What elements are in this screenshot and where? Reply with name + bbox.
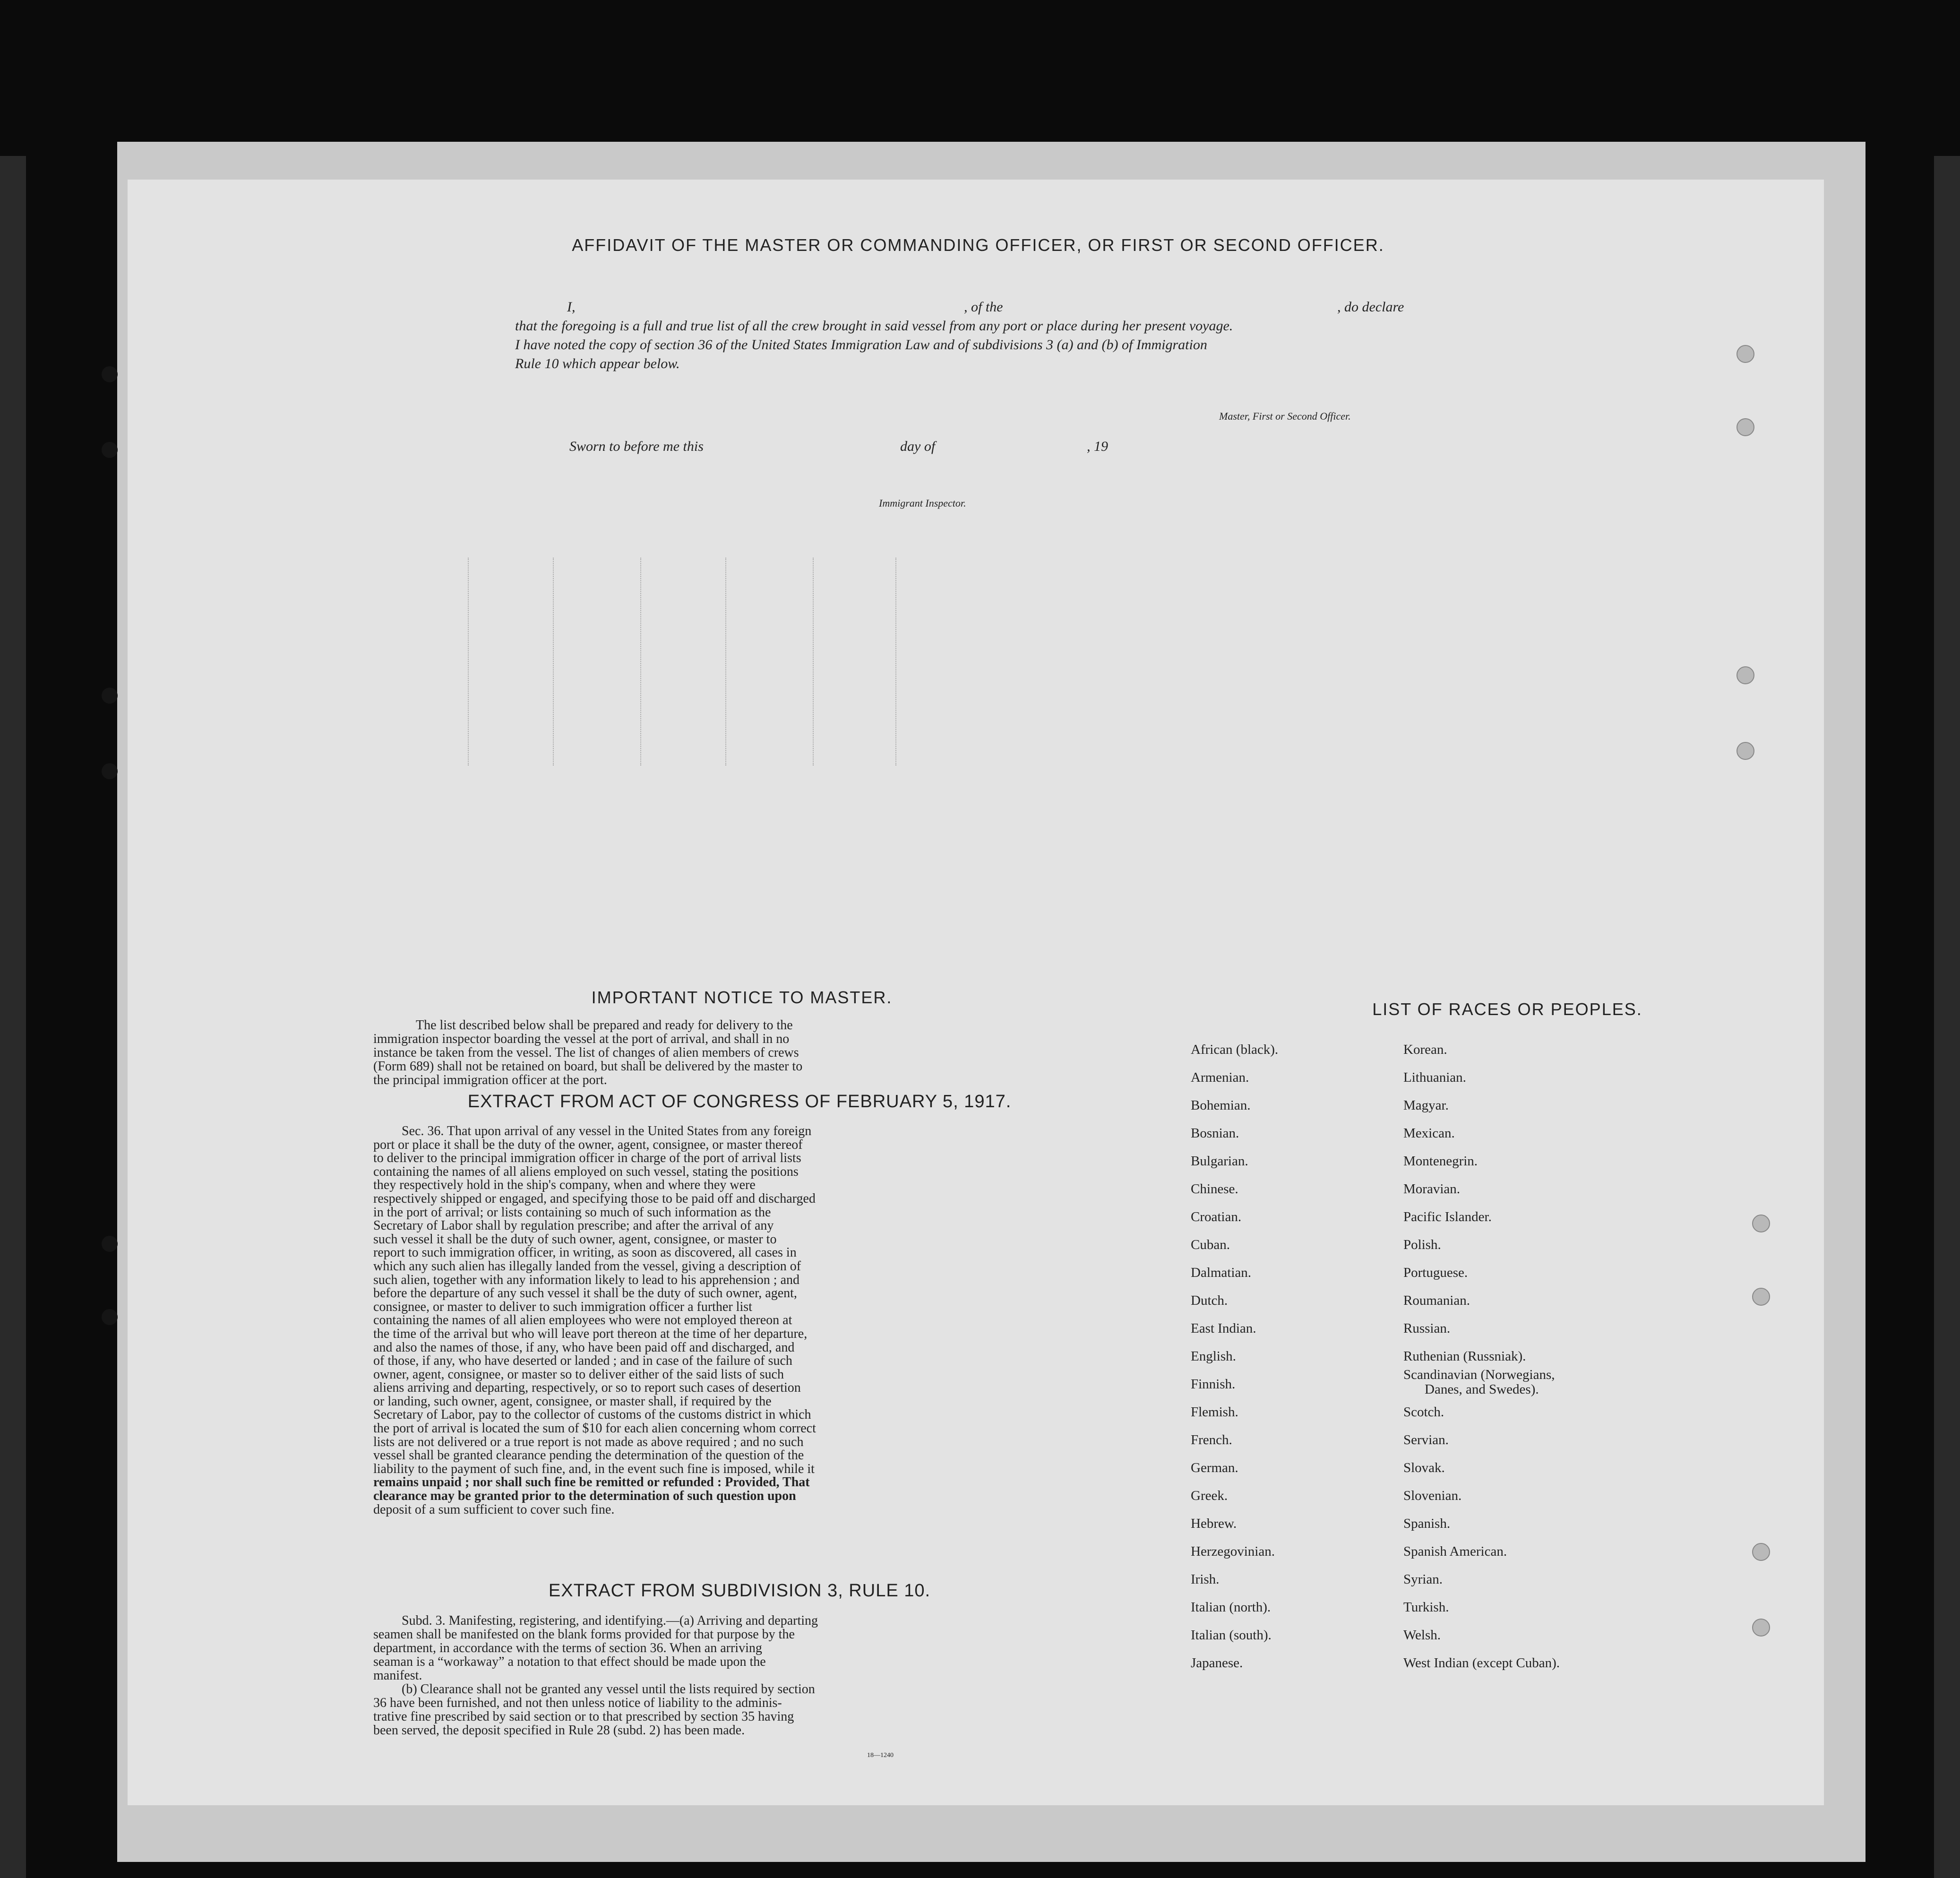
races-title: LIST OF RACES OR PEOPLES.	[1372, 999, 1642, 1019]
faint-column-line	[895, 558, 896, 766]
affidavit-line-4: Rule 10 which appear below.	[515, 356, 680, 371]
act-line: remains unpaid ; nor shall such fine be remitted or refunded : Provided, That	[373, 1475, 810, 1490]
faint-column-line	[553, 558, 554, 766]
act-line: the port of arrival is located the sum of $10 for each alien concerning whom correct	[373, 1421, 816, 1436]
race-item: Flemish.	[1191, 1404, 1238, 1420]
notice-title: IMPORTANT NOTICE TO MASTER.	[591, 988, 893, 1007]
rule-line: manifest.	[373, 1668, 422, 1683]
act-line: Secretary of Labor, pay to the collector of customs of the customs district in which	[373, 1407, 811, 1422]
faint-column-line	[640, 558, 641, 766]
race-item: Russian.	[1403, 1321, 1451, 1336]
act-line: such alien, together with any information likely to lead to his apprehension ; and	[373, 1272, 800, 1287]
race-item: Montenegrin.	[1403, 1154, 1478, 1169]
rule-line: department, in accordance with the terms of section 36. When an arriving	[373, 1641, 762, 1655]
act-line: respectively shipped or engaged, and specifying those to be paid off and discharged	[373, 1191, 816, 1206]
punch-hole-left-2	[102, 442, 118, 458]
punch-hole-right-5	[1752, 1215, 1770, 1232]
affidavit-of-the: , of the	[964, 299, 1003, 315]
affidavit-do-declare: , do declare	[1337, 299, 1404, 315]
punch-hole-right-2	[1736, 418, 1754, 436]
punch-hole-right-1	[1736, 345, 1754, 363]
race-item: East Indian.	[1191, 1321, 1256, 1336]
race-item: Dutch.	[1191, 1293, 1228, 1308]
act-line: lists are not delivered or a true report is not made as above required ; and no such	[373, 1434, 804, 1449]
race-item: Servian.	[1403, 1432, 1449, 1447]
act-line: consignee, or master to deliver to such immigration officer a further list	[373, 1299, 752, 1314]
race-item: Bosnian.	[1191, 1126, 1239, 1141]
race-item: African (black).	[1191, 1042, 1279, 1057]
race-item: Bulgarian.	[1191, 1154, 1248, 1169]
rule-line: seaman is a “workaway” a notation to that effect should be made upon the	[373, 1654, 766, 1669]
race-item: Herzegovinian.	[1191, 1544, 1275, 1559]
race-item: Hebrew.	[1191, 1516, 1237, 1531]
act-line: before the departure of any such vessel it shall be the duty of such owner, agent,	[373, 1286, 797, 1301]
act-line: report to such immigration officer, in writing, as soon as discovered, all cases in	[373, 1245, 797, 1260]
notice-line: instance be taken from the vessel. The list of changes of alien members of crews	[373, 1045, 799, 1060]
notice-text	[373, 1018, 1106, 1087]
act-heading: EXTRACT FROM ACT OF CONGRESS OF FEBRUARY 5, 1917.	[467, 1092, 1012, 1111]
race-item: Slovak.	[1403, 1460, 1445, 1475]
punch-hole-left-3	[102, 688, 118, 704]
day-of-label: day of	[900, 439, 936, 454]
punch-hole-left-1	[102, 366, 118, 382]
act-line: such vessel it shall be the duty of such owner, agent, consignee, or master to	[373, 1232, 777, 1247]
notice-line: the principal immigration officer at the port.	[373, 1073, 607, 1087]
race-item: Polish.	[1403, 1237, 1441, 1252]
race-item: Turkish.	[1403, 1600, 1449, 1615]
act-line: in the port of arrival; or lists containing so much of such information as the	[373, 1205, 771, 1220]
act-line: vessel shall be granted clearance pending the determination of the question of the	[373, 1448, 804, 1463]
document-page	[128, 180, 1824, 1805]
race-item: English.	[1191, 1349, 1236, 1364]
film-strip-right	[1934, 156, 1960, 1878]
act-text	[373, 1125, 1106, 1516]
race-item: Welsh.	[1403, 1628, 1441, 1643]
race-item: Spanish.	[1403, 1516, 1451, 1531]
race-item: Armenian.	[1191, 1070, 1249, 1085]
act-line: Sec. 36. That upon arrival of any vessel in the United States from any foreign	[402, 1124, 812, 1138]
act-line: owner, agent, consignee, or master so to deliver either of the said lists of such	[373, 1367, 784, 1382]
act-line: port or place it shall be the duty of the owner, agent, consignee, or master thereof	[373, 1137, 803, 1152]
race-item: Greek.	[1191, 1488, 1228, 1503]
notice-line: The list described below shall be prepared and ready for delivery to the	[416, 1018, 793, 1033]
act-line: which any such alien has illegally landed from the vessel, giving a description of	[373, 1258, 801, 1274]
race-item: Bohemian.	[1191, 1098, 1251, 1113]
race-item: Finnish.	[1191, 1377, 1236, 1392]
race-item: German.	[1191, 1460, 1238, 1475]
race-item: Spanish American.	[1403, 1544, 1507, 1559]
notice-line: immigration inspector boarding the vessel at the port of arrival, and shall in no	[373, 1032, 790, 1046]
act-line: containing the names of all aliens employed on such vessel, stating the positions	[373, 1164, 799, 1179]
race-item: Slovenian.	[1403, 1488, 1462, 1503]
punch-hole-right-4	[1736, 742, 1754, 760]
act-line: liability to the payment of such fine, and, in the event such fine is imposed, while it	[373, 1461, 815, 1476]
punch-hole-right-6	[1752, 1288, 1770, 1306]
affidavit-i: I,	[567, 299, 576, 315]
rule-heading: EXTRACT FROM SUBDIVISION 3, RULE 10.	[548, 1581, 931, 1601]
act-line: or landing, such owner, agent, consignee, or master shall, if required by the	[373, 1394, 772, 1409]
inspector-label: Immigrant Inspector.	[879, 497, 966, 509]
race-item: Lithuanian.	[1403, 1070, 1466, 1085]
race-item: West Indian (except Cuban).	[1403, 1655, 1560, 1671]
race-item: Scandinavian (Norwegians,	[1403, 1367, 1555, 1382]
race-item: Irish.	[1191, 1572, 1220, 1587]
race-item: Korean.	[1403, 1042, 1447, 1057]
rule-line: seamen shall be manifested on the blank forms provided for that purpose by the	[373, 1627, 795, 1642]
act-line: of those, if any, who have deserted or landed ; and in case of the failure of such	[373, 1353, 792, 1369]
race-item: Italian (north).	[1191, 1600, 1271, 1615]
race-item: Magyar.	[1403, 1098, 1449, 1113]
sworn-label: Sworn to before me this	[569, 439, 704, 454]
act-line: Secretary of Labor shall by regulation prescribe; and after the arrival of any	[373, 1218, 774, 1233]
punch-hole-right-7	[1752, 1543, 1770, 1561]
act-line: containing the names of all alien employees who were not employed thereon at	[373, 1313, 792, 1328]
race-item: Scotch.	[1403, 1404, 1444, 1420]
master-signature-label: Master, First or Second Officer.	[1219, 410, 1351, 422]
act-line: aliens arriving and departing, respectively, or so to report such cases of desertion	[373, 1380, 801, 1396]
act-line: to deliver to the principal immigration officer in charge of the port of arrival lists	[373, 1151, 801, 1166]
film-strip-left	[0, 156, 26, 1878]
act-line: and also the names of those, if any, who have been paid off and discharged, and	[373, 1340, 795, 1355]
punch-hole-left-6	[102, 1309, 118, 1325]
rule-line: Subd. 3. Manifesting, registering, and identifying.—(a) Arriving and departing	[402, 1613, 818, 1628]
act-line: deposit of a sum sufficient to cover such fine.	[373, 1502, 615, 1517]
punch-hole-left-5	[102, 1236, 118, 1252]
punch-hole-left-4	[102, 763, 118, 779]
faint-column-line	[725, 558, 726, 766]
act-line: they respectively hold in the ship's company, when and where they were	[373, 1178, 756, 1193]
race-item: Moravian.	[1403, 1181, 1460, 1197]
race-item: Italian (south).	[1191, 1628, 1272, 1643]
race-item: Japanese.	[1191, 1655, 1243, 1671]
rule-line: trative fine prescribed by said section or to that prescribed by section 35 having	[373, 1709, 794, 1724]
race-item: Pacific Islander.	[1403, 1209, 1492, 1224]
race-item: Dalmatian.	[1191, 1265, 1252, 1280]
race-item: Roumanian.	[1403, 1293, 1470, 1308]
act-line: clearance may be granted prior to the determination of such question upon	[373, 1489, 796, 1504]
punch-hole-right-3	[1736, 666, 1754, 684]
rule-text	[373, 1614, 1106, 1737]
race-item: Mexican.	[1403, 1126, 1455, 1141]
race-item: Chinese.	[1191, 1181, 1238, 1197]
race-item: Syrian.	[1403, 1572, 1443, 1587]
race-item: Cuban.	[1191, 1237, 1230, 1252]
race-item: French.	[1191, 1432, 1232, 1447]
race-item-continuation: Danes, and Swedes).	[1425, 1382, 1539, 1397]
affidavit-line-3: I have noted the copy of section 36 of the United States Immigration Law and of subdivisions 3 (a) and (b) of Immigration	[515, 337, 1207, 353]
race-item: Ruthenian (Russniak).	[1403, 1349, 1526, 1364]
affidavit-title: AFFIDAVIT OF THE MASTER OR COMMANDING OFFICER, OR FIRST OR SECOND OFFICER.	[572, 235, 1384, 255]
faint-column-line	[813, 558, 814, 766]
notice-line: (Form 689) shall not be retained on board, but shall be delivered by the master to	[373, 1059, 803, 1074]
rule-line: been served, the deposit specified in Rule 28 (subd. 2) has been made.	[373, 1723, 745, 1738]
year-label: , 19	[1087, 439, 1108, 454]
punch-hole-right-8	[1752, 1619, 1770, 1637]
rule-line: (b) Clearance shall not be granted any vessel until the lists required by section	[402, 1682, 815, 1697]
affidavit-line-2: that the foregoing is a full and true list of all the crew brought in said vessel from any port or place during her present voyage.	[515, 318, 1233, 334]
rule-line: 36 have been furnished, and not then unless notice of liability to the adminis-	[373, 1696, 782, 1710]
race-item: Croatian.	[1191, 1209, 1242, 1224]
faint-column-line	[468, 558, 469, 766]
form-number: 18—1240	[867, 1752, 894, 1759]
race-item: Portuguese.	[1403, 1265, 1468, 1280]
act-line: the time of the arrival but who will leave port thereon at the time of her departure,	[373, 1326, 808, 1341]
